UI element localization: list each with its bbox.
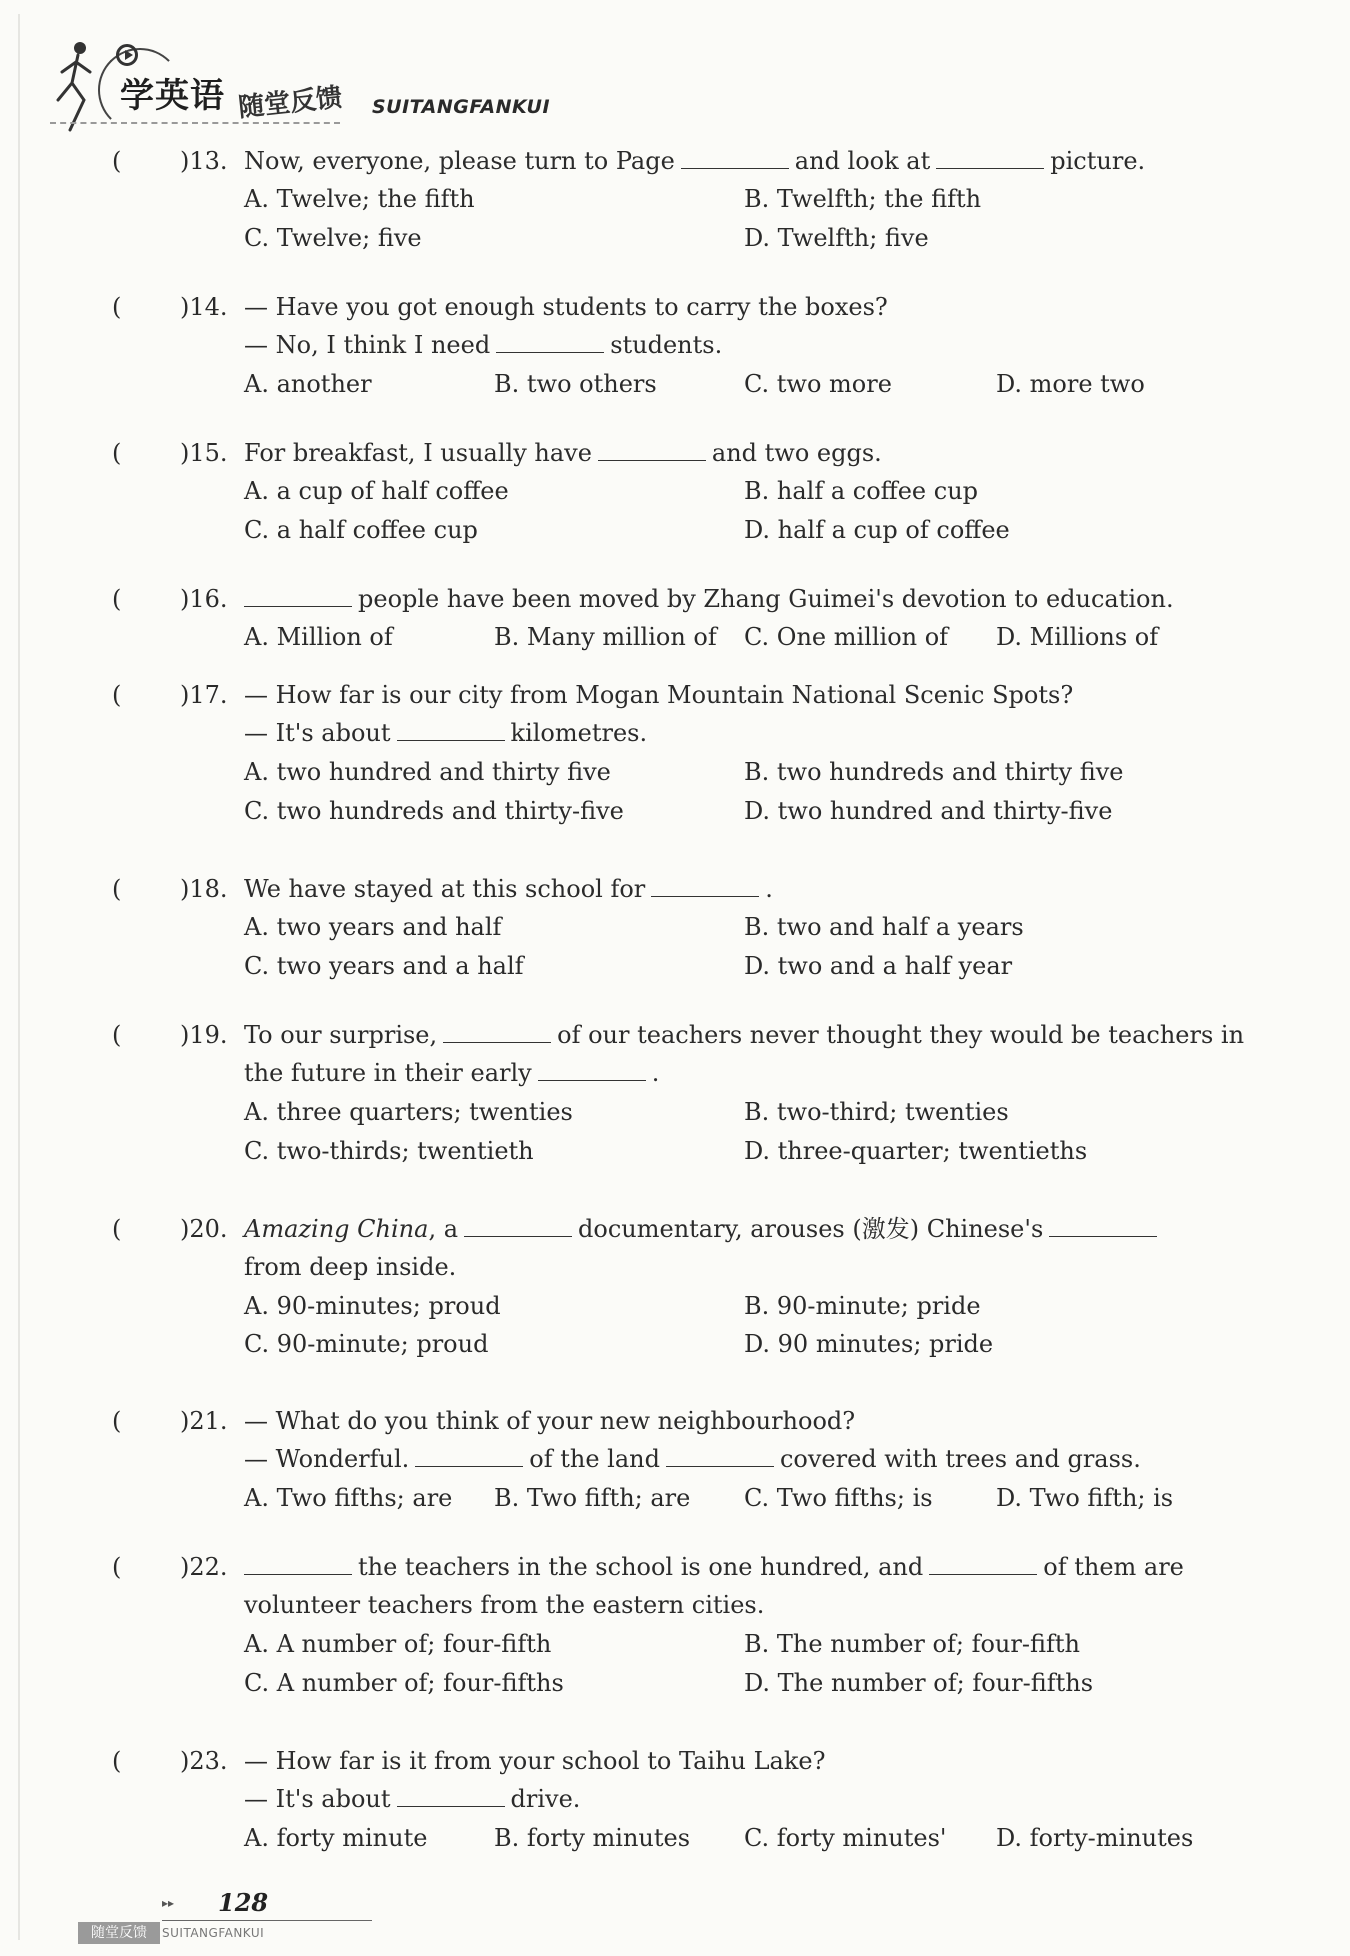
header-latin: SUITANGFANKUI — [372, 96, 551, 118]
documentary-title: Amazing China — [244, 1215, 429, 1243]
question-stem: — How far is it from your school to Taihu Lake? — [244, 1747, 826, 1775]
option-a[interactable]: A. 90-minutes; proud — [244, 1292, 501, 1320]
question-number: )15. — [180, 439, 228, 467]
answer-paren[interactable]: ( — [112, 1407, 122, 1435]
option-d[interactable]: D. half a cup of coffee — [744, 516, 1010, 544]
answer-blank[interactable] — [681, 146, 789, 169]
question-stem — [244, 1020, 1244, 1050]
stem-text: documentary, arouses (激发) Chinese's — [578, 1215, 1044, 1243]
answer-blank[interactable] — [666, 1444, 774, 1467]
option-a[interactable]: A. forty minute — [244, 1824, 428, 1852]
answer-blank[interactable] — [464, 1214, 572, 1237]
option-d[interactable]: D. 90 minutes; pride — [744, 1330, 994, 1358]
option-a[interactable]: A. two years and half — [244, 913, 502, 941]
stem-text: and two eggs. — [711, 439, 882, 467]
answer-paren[interactable]: ( — [112, 681, 122, 709]
question-number: )19. — [180, 1021, 228, 1049]
answer-blank[interactable] — [538, 1058, 646, 1081]
option-b[interactable]: B. two and half a years — [744, 913, 1024, 941]
answer-paren[interactable]: ( — [112, 147, 122, 175]
stem-text: drive. — [510, 1785, 581, 1813]
question-stem — [244, 1552, 1184, 1582]
question-stem: — What do you think of your new neighbourhood? — [244, 1407, 856, 1435]
option-c[interactable]: C. two hundreds and thirty-five — [244, 797, 624, 825]
answer-blank[interactable] — [397, 718, 505, 741]
question-stem-line2: volunteer teachers from the eastern cities. — [244, 1591, 765, 1619]
stem-text: students. — [610, 331, 723, 359]
question-number: )20. — [180, 1215, 228, 1243]
option-d[interactable]: D. three-quarter; twentieths — [744, 1137, 1088, 1165]
stem-text: of the land — [529, 1445, 660, 1473]
option-d[interactable]: D. Twelfth; five — [744, 224, 929, 252]
question-stem — [244, 438, 882, 468]
footer-badge: 随堂反馈 — [78, 1922, 160, 1944]
stem-text: — It's about — [244, 1785, 391, 1813]
answer-blank[interactable] — [496, 330, 604, 353]
answer-paren[interactable]: ( — [112, 439, 122, 467]
option-a[interactable]: A. A number of; four-fifth — [244, 1630, 552, 1658]
answer-blank[interactable] — [415, 1444, 523, 1467]
answer-blank[interactable] — [936, 146, 1044, 169]
answer-paren[interactable]: ( — [112, 1747, 122, 1775]
option-b[interactable]: B. two hundreds and thirty five — [744, 758, 1124, 786]
option-d[interactable]: D. Two fifth; is — [996, 1484, 1174, 1512]
stem-text: — It's about — [244, 719, 391, 747]
stem-text: . — [651, 1059, 660, 1087]
option-d[interactable]: D. more two — [996, 370, 1145, 398]
footer-rule — [162, 1920, 372, 1921]
option-d[interactable]: D. forty-minutes — [996, 1824, 1194, 1852]
header-divider — [50, 122, 340, 124]
answer-paren[interactable]: ( — [112, 293, 122, 321]
question-number: )14. — [180, 293, 228, 321]
question-number: )17. — [180, 681, 228, 709]
question-stem — [244, 146, 1145, 176]
question-stem-line2 — [244, 1058, 659, 1088]
stem-text: . — [765, 875, 773, 903]
question-stem — [244, 584, 1174, 614]
header-title: 学英语 — [120, 76, 225, 116]
answer-paren[interactable]: ( — [112, 1021, 122, 1049]
answer-paren[interactable]: ( — [112, 875, 122, 903]
question-stem: — How far is our city from Mogan Mountain National Scenic Spots? — [244, 681, 1074, 709]
stem-text: the future in their early — [244, 1059, 532, 1087]
answer-paren[interactable]: ( — [112, 1215, 122, 1243]
stem-text: For breakfast, I usually have — [244, 439, 592, 467]
stem-text: , a — [428, 1215, 459, 1243]
answer-blank[interactable] — [244, 1552, 352, 1575]
stem-text: — No, I think I need — [244, 331, 491, 359]
option-c[interactable]: C. forty minutes' — [744, 1824, 947, 1852]
answer-blank[interactable] — [929, 1552, 1037, 1575]
answer-paren[interactable]: ( — [112, 1553, 122, 1581]
question-stem-line2 — [244, 718, 647, 748]
option-b[interactable]: B. Twelfth; the fifth — [744, 185, 982, 213]
option-b[interactable]: B. two others — [494, 370, 657, 398]
option-c[interactable]: C. Twelve; five — [244, 224, 422, 252]
answer-blank[interactable] — [397, 1784, 505, 1807]
stem-text: To our surprise, — [244, 1021, 438, 1049]
stem-text: people have been moved by Zhang Guimei's devotion to education. — [358, 585, 1174, 613]
question-number: )23. — [180, 1747, 228, 1775]
stem-text: of them are — [1043, 1553, 1184, 1581]
question-number: )16. — [180, 585, 228, 613]
option-a[interactable]: A. another — [244, 370, 372, 398]
footer — [78, 1888, 478, 1948]
option-b[interactable]: B. Many million of — [494, 623, 717, 651]
option-a[interactable]: A. Two fifths; are — [244, 1484, 453, 1512]
option-c[interactable]: C. two-thirds; twentieth — [244, 1137, 534, 1165]
answer-blank[interactable] — [1049, 1214, 1157, 1237]
footer-latin: SUITANGFANKUI — [162, 1926, 265, 1940]
option-b[interactable]: B. forty minutes — [494, 1824, 691, 1852]
option-c[interactable]: C. Two fifths; is — [744, 1484, 933, 1512]
option-b[interactable]: B. 90-minute; pride — [744, 1292, 981, 1320]
header-subtitle: 随堂反馈 — [236, 82, 344, 124]
question-number: )22. — [180, 1553, 228, 1581]
question-number: )18. — [180, 875, 228, 903]
option-c[interactable]: C. 90-minute; proud — [244, 1330, 489, 1358]
stem-text: — Wonderful. — [244, 1445, 410, 1473]
stem-text: the teachers in the school is one hundred, and — [358, 1553, 924, 1581]
question-stem: — Have you got enough students to carry the boxes? — [244, 293, 888, 321]
stem-text: Now, everyone, please turn to Page — [244, 147, 675, 175]
option-d[interactable]: D. two hundred and thirty-five — [744, 797, 1113, 825]
stem-text: and look at — [794, 147, 931, 175]
question-stem-line2 — [244, 1784, 580, 1814]
answer-blank[interactable] — [244, 584, 352, 607]
stem-text: We have stayed at this school for — [244, 875, 646, 903]
question-number: )13. — [180, 147, 228, 175]
option-d[interactable]: D. The number of; four-fifths — [744, 1669, 1094, 1697]
option-b[interactable]: B. The number of; four-fifth — [744, 1630, 1080, 1658]
option-b[interactable]: B. half a coffee cup — [744, 477, 979, 505]
stem-text: covered with trees and grass. — [779, 1445, 1141, 1473]
option-c[interactable]: C. two years and a half — [244, 952, 524, 980]
option-b[interactable]: B. two-third; twenties — [744, 1098, 1009, 1126]
option-b[interactable]: B. Two fifth; are — [494, 1484, 691, 1512]
question-stem-line2 — [244, 1444, 1141, 1474]
option-d[interactable]: D. two and a half year — [744, 952, 1013, 980]
option-a[interactable]: A. Twelve; the fifth — [244, 185, 475, 213]
answer-blank[interactable] — [651, 874, 759, 897]
answer-paren[interactable]: ( — [112, 585, 122, 613]
option-c[interactable]: C. A number of; four-fifths — [244, 1669, 564, 1697]
option-a[interactable]: A. Million of — [244, 623, 393, 651]
option-c[interactable]: C. two more — [744, 370, 892, 398]
question-stem — [244, 1214, 1163, 1244]
stem-text: picture. — [1050, 147, 1146, 175]
answer-blank[interactable] — [443, 1020, 551, 1043]
option-c[interactable]: C. One million of — [744, 623, 949, 651]
stem-text: of our teachers never thought they would be teachers in — [557, 1021, 1245, 1049]
option-a[interactable]: A. two hundred and thirty five — [244, 758, 611, 786]
question-stem-line2: from deep inside. — [244, 1253, 457, 1281]
stem-text: kilometres. — [510, 719, 648, 747]
question-number: )21. — [180, 1407, 228, 1435]
question-stem-line2 — [244, 330, 722, 360]
option-a[interactable]: A. three quarters; twenties — [244, 1098, 573, 1126]
option-d[interactable]: D. Millions of — [996, 623, 1159, 651]
arrow-icon: ▸▸ — [162, 1896, 175, 1910]
question-stem — [244, 874, 773, 904]
page-number: 128 — [218, 1888, 269, 1917]
play-icon — [116, 44, 138, 66]
answer-blank[interactable] — [598, 438, 706, 461]
option-c[interactable]: C. a half coffee cup — [244, 516, 478, 544]
option-a[interactable]: A. a cup of half coffee — [244, 477, 509, 505]
